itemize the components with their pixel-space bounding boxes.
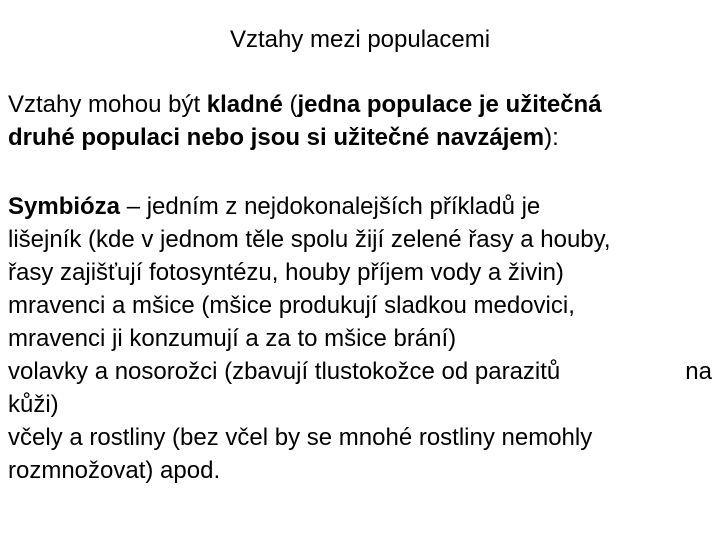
intro-bold-definition-end: druhé populaci nebo jsou si užitečné navzájem (8, 124, 545, 151)
intro-paren-close: ): (544, 124, 559, 151)
symbioza-line-4: mravenci a mšice (mšice produkují sladkou medovici, (8, 292, 575, 319)
symbioza-line-7: kůži) (8, 391, 59, 418)
intro-bold-kladne: kladné (206, 91, 283, 118)
symbioza-line-5: mravenci ji konzumují a za to mšice brání) (8, 325, 457, 352)
intro-text: Vztahy mohou být (8, 91, 207, 118)
symbioza-line-6 (8, 355, 712, 388)
symbioza-line-9: rozmnožovat) apod. (8, 457, 221, 484)
symbioza-line-1-text: – jedním z nejdokonalejších příkladů je (120, 193, 541, 220)
symbioza-line-1 (8, 190, 712, 223)
symbioza-paragraph (8, 190, 712, 487)
intro-line-1 (8, 88, 712, 121)
intro-paragraph (8, 88, 712, 154)
symbioza-line-8: včely a rostliny (bez včel by se mnohé rostliny nemohly (8, 424, 593, 451)
symbioza-line-3: řasy zajišťují fotosyntézu, houby příjem vody a živin) (8, 259, 564, 286)
symbioza-line-6-end: na (685, 358, 712, 385)
intro-line-2 (8, 121, 712, 154)
symbioza-line-2: lišejník (kde v jednom těle spolu žijí zelené řasy a houby, (8, 226, 611, 253)
symbioza-line-6-text: volavky a nosorožci (zbavují tlustokožce od parazitů (8, 358, 561, 385)
intro-bold-definition-start: jedna populace je užitečná (297, 91, 602, 118)
symbioza-term: Symbióza (8, 193, 121, 220)
intro-paren-open: ( (282, 91, 298, 118)
slide-title: Vztahy mezi populacemi (229, 26, 491, 53)
